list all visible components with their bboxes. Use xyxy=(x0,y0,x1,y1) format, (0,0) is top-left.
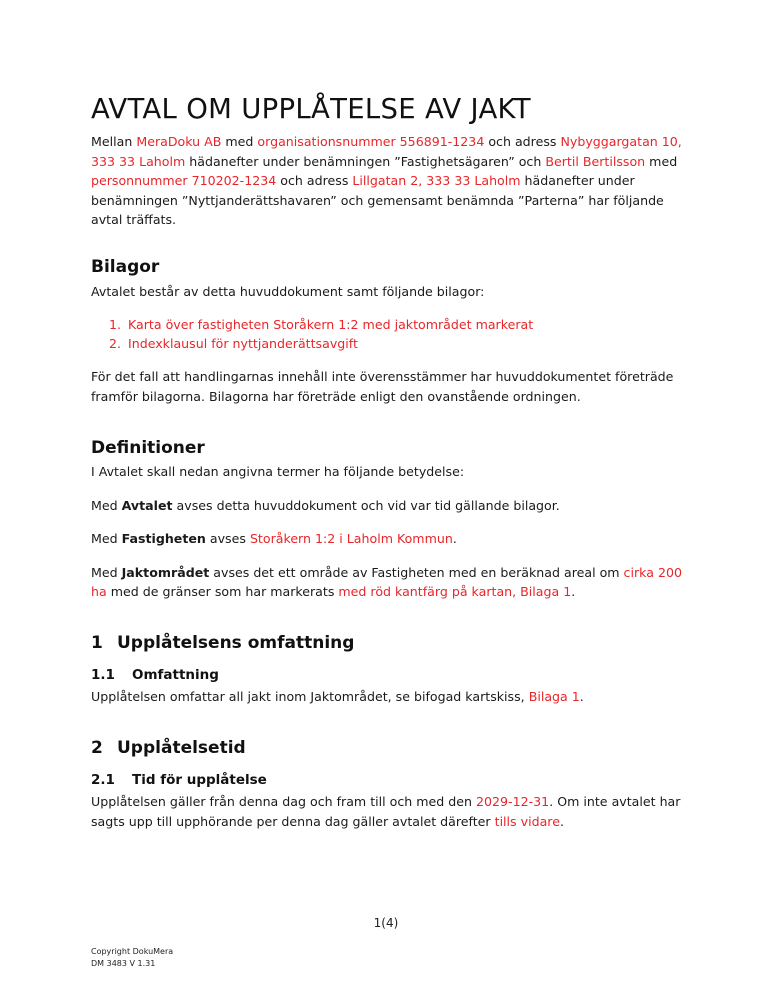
definition-jaktomradet xyxy=(91,563,691,602)
page-number: 1(4) xyxy=(373,916,399,930)
def-term: Jaktområdet xyxy=(121,564,210,580)
personal-number: personnummer 710202-1234 xyxy=(91,173,277,188)
bilagor-precedence: För det fall att handlingarnas innehåll inte överensstämmer har huvuddokumentet företräde framför bilagorna. Bilagorna har företräde enligt den ovanstående ordningen. xyxy=(91,369,674,404)
def-text: . xyxy=(571,584,576,599)
body-text: Upplåtelsen gäller från denna dag och fram till och med den xyxy=(91,794,476,809)
bilagor-heading: Bilagor xyxy=(91,256,160,277)
document-title: AVTAL OM UPPLÅTELSE AV JAKT xyxy=(91,93,531,125)
person-name: Bertil Bertilsson xyxy=(545,153,646,169)
bilaga-item xyxy=(91,334,691,353)
section-2-1-text xyxy=(91,792,691,831)
section-number: 1 xyxy=(91,632,103,653)
def-text: avses xyxy=(205,531,250,546)
org-number: organisationsnummer 556891-1234 xyxy=(257,134,485,149)
copyright-text: Copyright DokuMera xyxy=(91,947,174,956)
intro-text: och adress xyxy=(276,173,353,188)
bilaga-number: 1. xyxy=(109,317,122,332)
definition-avtalet xyxy=(91,496,691,516)
end-date: 2029-12-31 xyxy=(476,794,550,809)
section-2-heading xyxy=(91,737,691,759)
def-term: Fastigheten xyxy=(121,531,206,546)
bilaga-item xyxy=(91,315,691,334)
document-id: DM 3483 V 1.31 xyxy=(91,959,156,968)
document-body xyxy=(91,92,691,831)
person-address: Lillgatan 2, 333 33 Laholm xyxy=(352,173,521,188)
property-designation: Storåkern 1:2 i Laholm Kommun xyxy=(249,531,453,546)
def-text: Med xyxy=(91,531,122,546)
intro-text: Mellan xyxy=(91,134,137,149)
intro-text: med xyxy=(645,153,678,169)
section-1-1-heading xyxy=(91,666,691,684)
def-text: avses det ett område av Fastigheten med en beräknad areal om xyxy=(209,564,624,580)
attachment-reference: Bilaga 1 xyxy=(528,688,580,704)
map-marking: med röd kantfärg på kartan, Bilaga 1 xyxy=(338,584,572,599)
subsection-number: 1.1 xyxy=(91,666,115,683)
intro-paragraph xyxy=(91,132,691,230)
definitioner-lead: I Avtalet skall nedan angivna termer ha följande betydelse: xyxy=(91,464,465,479)
company-address: Nybyggargatan 10, 333 33 Laholm xyxy=(91,134,682,169)
bilagor-lead: Avtalet består av detta huvuddokument samt följande bilagor: xyxy=(91,283,485,299)
renewal-term: tills vidare xyxy=(494,813,560,829)
section-title: Upplåtelsens omfattning xyxy=(117,632,355,653)
subsection-title: Tid för upplåtelse xyxy=(132,772,267,788)
body-text: Upplåtelsen omfattar all jakt inom Jaktområdet, se bifogad kartskiss, xyxy=(91,688,529,704)
bilagor-list xyxy=(91,315,691,353)
intro-text: hädanefter under benämningen ”Nyttjanderättshavaren” och gemensamt benämnda ”Parterna” har följande avtal träffats. xyxy=(91,173,664,227)
section-title: Upplåtelsetid xyxy=(117,738,246,758)
subsection-number: 2.1 xyxy=(91,772,115,788)
def-text: . xyxy=(452,531,457,546)
def-text: avses detta huvuddokument och vid var tid gällande bilagor. xyxy=(172,497,560,513)
body-text: . xyxy=(579,688,584,704)
area-value: cirka 200 ha xyxy=(91,564,682,599)
section-1-heading xyxy=(91,632,691,654)
definition-fastigheten xyxy=(91,529,691,549)
section-1-1-text xyxy=(91,687,691,707)
subsection-title: Omfattning xyxy=(132,666,219,683)
body-text: . Om inte avtalet har sagts upp till upphörande per denna dag gäller avtalet därefter xyxy=(91,794,681,829)
def-term: Avtalet xyxy=(121,497,173,513)
section-number: 2 xyxy=(91,738,103,758)
section-2-1-heading xyxy=(91,771,691,789)
intro-text: hädanefter under benämningen ”Fastighetsägaren” och xyxy=(185,153,546,169)
def-text: med de gränser som har markerats xyxy=(106,584,339,599)
definitioner-heading: Definitioner xyxy=(91,438,205,458)
intro-text: och adress xyxy=(484,134,561,149)
body-text: . xyxy=(559,813,564,829)
bilaga-number: 2. xyxy=(109,336,122,351)
bilaga-text: Indexklausul för nyttjanderättsavgift xyxy=(128,336,358,351)
company-name: MeraDoku AB xyxy=(136,134,222,149)
intro-text: med xyxy=(221,134,258,149)
def-text: Med xyxy=(91,564,122,580)
footer-info xyxy=(91,946,173,970)
bilaga-text: Karta över fastigheten Storåkern 1:2 med jaktområdet markerat xyxy=(128,317,534,332)
def-text: Med xyxy=(91,497,122,513)
